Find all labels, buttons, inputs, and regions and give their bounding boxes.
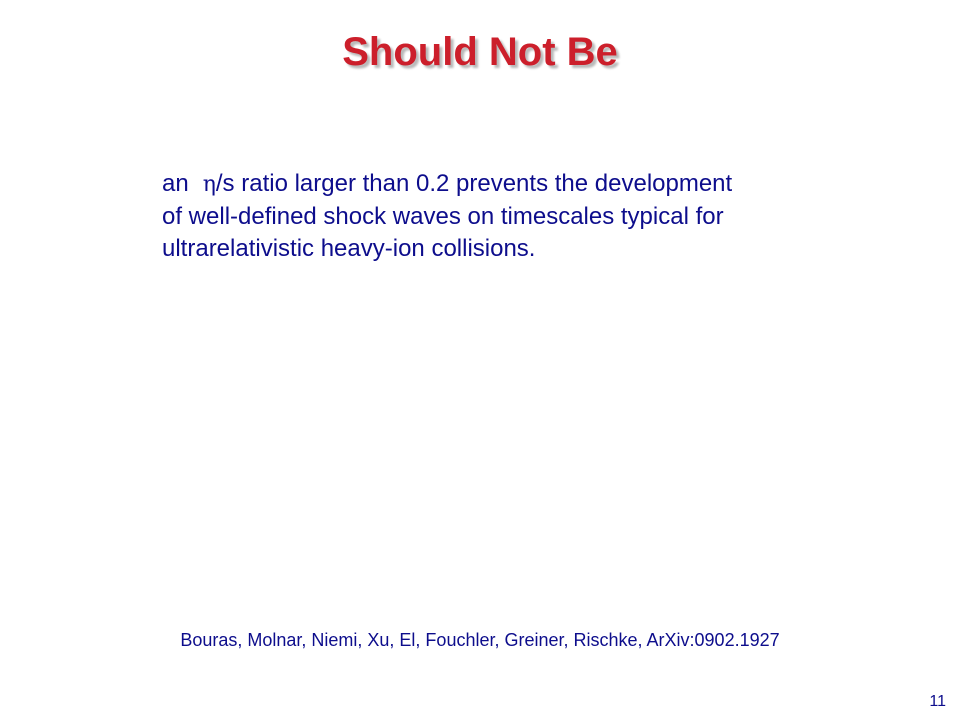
eta-symbol: η <box>202 172 216 197</box>
body-line-1-prefix: an <box>162 170 189 197</box>
body-line-3: ultrarelativistic heavy-ion collisions. <box>162 235 536 262</box>
citation: Bouras, Molnar, Niemi, Xu, El, Fouchler, Greiner, Rischke, ArXiv:0902.1927 <box>180 630 780 650</box>
body-line-1 <box>162 168 842 201</box>
page-number: 11 <box>929 693 946 710</box>
body-line-2: of well-defined shock waves on timescales typical for <box>162 203 724 230</box>
body-line-1-suffix: /s ratio larger than 0.2 prevents the development <box>215 170 733 197</box>
slide-title: Should Not Be <box>342 30 618 74</box>
body-paragraph <box>162 168 842 265</box>
